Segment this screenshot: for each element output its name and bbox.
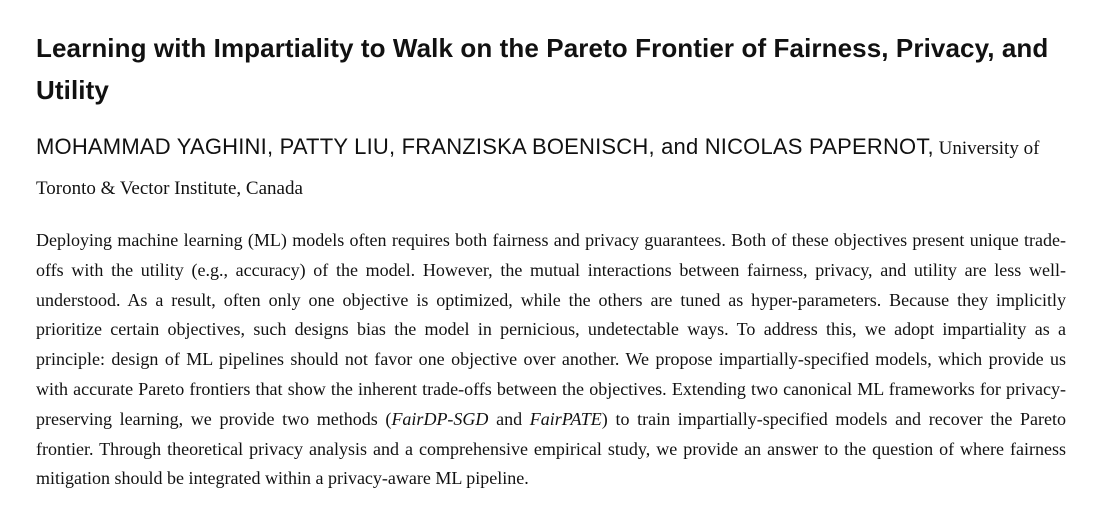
author-affiliation: University of Toronto & Vector Institute, Canada bbox=[36, 138, 1040, 199]
abstract-connector: and bbox=[488, 408, 530, 429]
method-fairpate: FairPATE bbox=[529, 408, 602, 429]
abstract-text-part2: ) to train impartially-specified models and recover the Pareto frontier. Through theoretical privacy analysis and a comprehensive empirical study, we provide an answer to the question of where fairness mitigation should be integrated within a privacy-aware ML pipeline. bbox=[36, 408, 1066, 489]
abstract bbox=[36, 226, 1066, 494]
abstract-text-part1: Deploying machine learning (ML) models often requires both fairness and privacy guarantees. Both of these objectives present unique trade-offs with the utility (e.g., accuracy) of the model. However, the mutual interactions between fairness, privacy, and utility are less well-understood. As a result, often only one objective is optimized, while the others are tuned as hyper-parameters. Because they implicitly prioritize certain objectives, such designs bias the model in pernicious, undetectable ways. To address this, we adopt impartiality as a principle: design of ML pipelines should not favor one objective over another. We propose impartially-specified models, which provide us with accurate Pareto frontiers that show the inherent trade-offs between the objectives. Extending two canonical ML frameworks for privacy-preserving learning, we provide two methods ( bbox=[36, 230, 1066, 429]
paper-header bbox=[36, 27, 1066, 512]
paper-title: Learning with Impartiality to Walk on the Pareto Frontier of Fairness, Privacy, and Utility bbox=[36, 33, 1049, 105]
author-block bbox=[36, 127, 1066, 209]
author-names: MOHAMMAD YAGHINI, PATTY LIU, FRANZISKA BOENISCH, and NICOLAS PAPERNOT, bbox=[36, 134, 934, 159]
method-fairdp-sgd: FairDP-SGD bbox=[391, 408, 489, 429]
